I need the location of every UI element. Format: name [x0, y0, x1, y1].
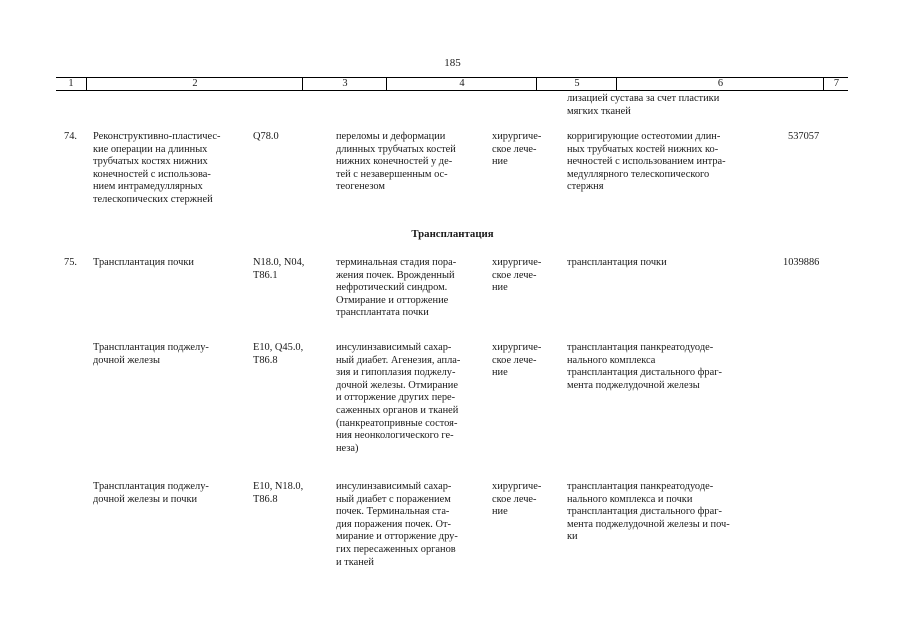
text-line: ние [492, 282, 508, 294]
text-line: трансплантата почки [336, 307, 429, 319]
text-line: нием интрамедуллярных [93, 181, 203, 193]
text-line: дия поражения почек. От- [336, 518, 452, 530]
treatment-method [567, 481, 730, 544]
treatment-type [492, 481, 541, 519]
text-line: N18.0, N04, [253, 257, 305, 268]
procedure-name [93, 257, 194, 270]
icd-codes [253, 342, 303, 367]
cost-value: 537057 [788, 131, 820, 142]
text-line: зия и гипоплазия поджелу- [336, 367, 456, 379]
text-line: трансплантация почки [567, 257, 667, 268]
text-line: хирургиче- [492, 131, 542, 142]
header-col-7: 7 [823, 78, 849, 90]
text-line: нечностей с использованием интра- [567, 156, 726, 168]
text-line: ние [492, 506, 508, 518]
procedure-name [93, 342, 209, 367]
icd-codes [253, 481, 303, 506]
text-line: Q78.0 [253, 131, 279, 142]
section-title: Трансплантация [411, 228, 494, 240]
text-line: мирание и отторжение дру- [336, 531, 458, 543]
text-line: переломы и деформации [336, 131, 446, 142]
text-line: нального комплекса и почки [567, 493, 693, 505]
text-line: Трансплантация почки [93, 257, 194, 268]
text-line: мента поджелудочной железы и поч- [567, 518, 730, 530]
text-line: нального комплекса [567, 354, 656, 366]
text-line: E10, Q45.0, [253, 342, 304, 353]
text-line: хирургиче- [492, 481, 542, 492]
page-number: 185 [444, 57, 461, 69]
text-line: инсулинзависимый сахар- [336, 342, 452, 353]
icd-codes [253, 257, 304, 282]
treatment-type [492, 131, 541, 169]
text-line: конечностей с использова- [93, 168, 211, 180]
text-line: лизацией сустава за счет пластики [567, 93, 720, 104]
header-col-4: 4 [386, 78, 537, 90]
text-line: и отторжение других пере- [336, 392, 456, 404]
text-line: T86.8 [253, 354, 278, 366]
treatment-type [492, 257, 541, 295]
text-line: Реконструктивно-пластичес- [93, 131, 221, 142]
diagnosis [336, 342, 460, 455]
text-line: длинных трубчатых костей [336, 143, 456, 155]
text-line: (панкреатопривные состоя- [336, 417, 458, 429]
text-line: тей с незавершенным ос- [336, 168, 448, 180]
continuation-col6 [567, 93, 761, 118]
icd-codes [253, 131, 279, 144]
text-line: мягких тканей [567, 105, 631, 117]
cost-value: 1039886 [783, 257, 820, 268]
text-line: ское лече- [492, 269, 537, 281]
header-col-1: 1 [68, 78, 74, 89]
treatment-method [567, 131, 726, 194]
text-line: трансплантация панкреатодуоде- [567, 342, 714, 353]
row-number: 75. [64, 257, 77, 268]
text-line: медуллярного телескопического [567, 168, 710, 180]
text-line: инсулинзависимый сахар- [336, 481, 452, 492]
text-line: нефротический синдром. [336, 282, 448, 294]
text-line: ское лече- [492, 354, 537, 366]
text-line: стержня [567, 181, 604, 193]
diagnosis [336, 131, 456, 194]
text-line: корригирующие остеотомии длин- [567, 131, 721, 142]
text-line: ние [492, 156, 508, 168]
text-line: Трансплантация поджелу- [93, 481, 209, 492]
diagnosis [336, 257, 456, 320]
text-line: хирургиче- [492, 342, 542, 353]
header-col-6: 6 [616, 78, 824, 90]
text-line: трубчатых костях нижних [93, 156, 208, 168]
text-line: ское лече- [492, 143, 537, 155]
text-line: ское лече- [492, 493, 537, 505]
text-line: саженных органов и тканей [336, 404, 459, 416]
text-line: дочной железы и почки [93, 493, 198, 505]
text-line: телескопических стержней [93, 193, 213, 205]
text-line: Отмирание и отторжение [336, 294, 449, 306]
text-line: Трансплантация поджелу- [93, 342, 209, 353]
text-line: трансплантация панкреатодуоде- [567, 481, 714, 492]
row-number: 74. [64, 131, 77, 142]
text-line: жения почек. Врожденный [336, 269, 455, 281]
text-line: кие операции на длинных [93, 143, 208, 155]
text-line: трансплантация дистального фраг- [567, 506, 722, 518]
treatment-method [567, 342, 722, 392]
header-col-2: 2 [86, 78, 303, 90]
treatment-method [567, 257, 667, 270]
text-line: E10, N18.0, [253, 481, 304, 492]
text-line: терминальная стадия пора- [336, 257, 457, 268]
procedure-name [93, 131, 243, 207]
treatment-type [492, 342, 541, 380]
header-col-3: 3 [302, 78, 387, 90]
text-line: ных трубчатых костей нижних ко- [567, 143, 719, 155]
text-line: ки [567, 531, 578, 543]
text-line: хирургиче- [492, 257, 542, 268]
text-line: почек. Терминальная ста- [336, 506, 450, 518]
text-line: гих пересаженных органов [336, 543, 456, 555]
text-line: нижних конечностей у де- [336, 156, 453, 168]
diagnosis [336, 481, 458, 569]
text-line: ния неонкологического ге- [336, 430, 454, 442]
procedure-name [93, 481, 209, 506]
text-line: дочной железы [93, 354, 161, 366]
text-line: мента поджелудочной железы [567, 379, 700, 391]
text-line: трансплантация дистального фраг- [567, 367, 722, 379]
text-line: ный диабет с поражением [336, 493, 451, 505]
text-line: ние [492, 367, 508, 379]
text-line: неза) [336, 442, 359, 454]
header-col-5: 5 [536, 78, 617, 90]
table-header [56, 77, 848, 91]
text-line: дочной железы. Отмирание [336, 379, 458, 391]
text-line: T86.1 [253, 269, 278, 281]
text-line: ный диабет. Агенезия, апла- [336, 354, 461, 366]
text-line: теогенезом [336, 181, 386, 193]
text-line: T86.8 [253, 493, 278, 505]
text-line: и тканей [336, 556, 374, 568]
